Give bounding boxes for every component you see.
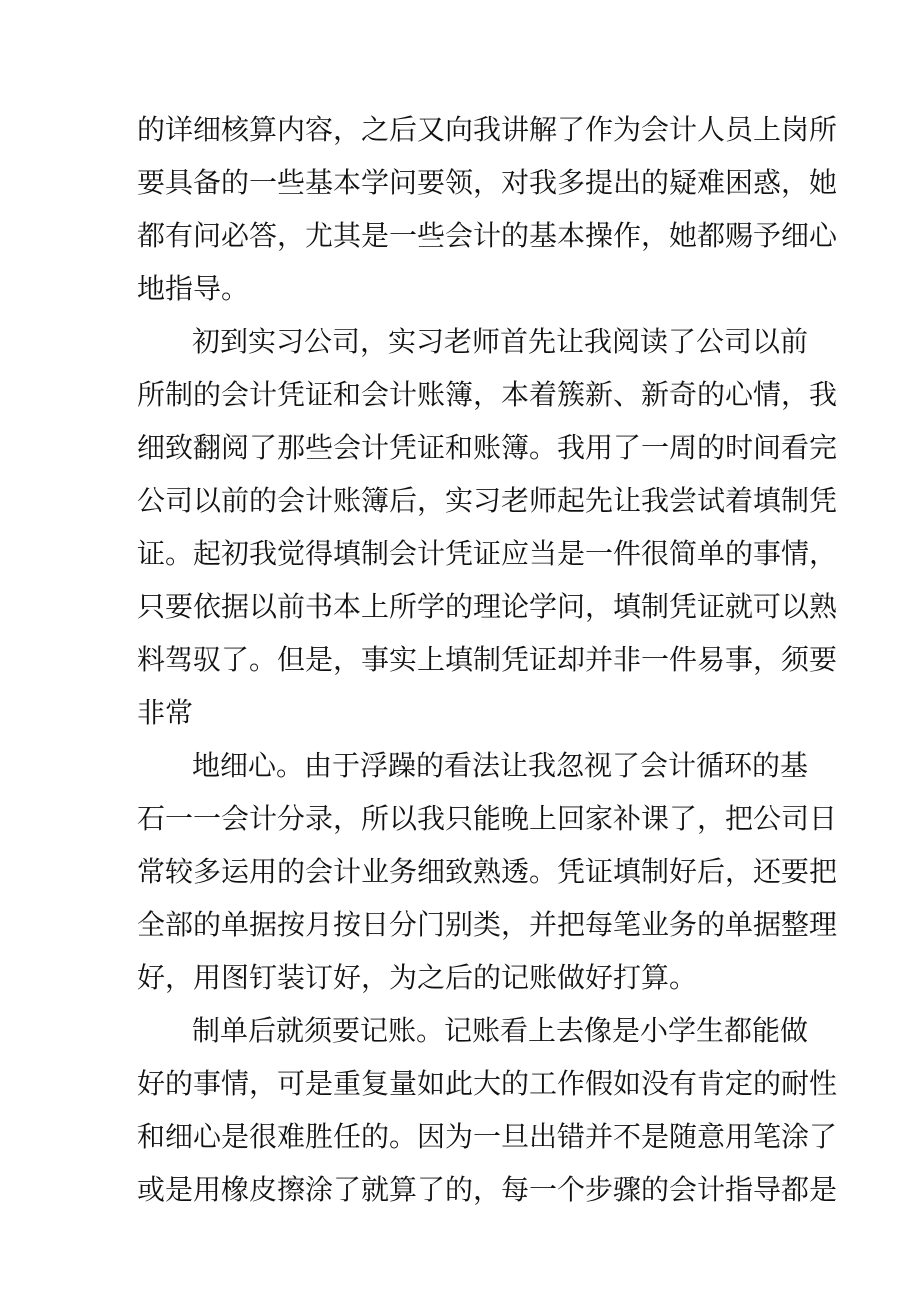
text-line: 都有问必答，尤其是一些会计的基本操作，她都赐予细心: [137, 219, 838, 252]
text-line: 的详细核算内容，之后又向我讲解了作为会计人员上岗所: [137, 113, 838, 146]
text-line: 只要依据以前书本上所学的理论学问，填制凭证就可以熟: [137, 590, 838, 623]
text-line: 地指导。: [137, 272, 250, 305]
text-line: 全部的单据按月按日分门别类，并把每笔业务的单据整理: [137, 908, 838, 941]
paragraph-first-line: 地细心。由于浮躁的看法让我忽视了会计循环的基: [192, 749, 809, 782]
text-line: 要具备的一些基本学问要领，对我多提出的疑难困惑，她: [137, 166, 838, 199]
text-line: 常较多运用的会计业务细致熟透。凭证填制好后，还要把: [137, 855, 838, 888]
text-line: 好，用图钉装订好，为之后的记账做好打算。: [137, 961, 698, 994]
text-line: 非常: [137, 696, 194, 729]
text-line: 细致翻阅了那些会计凭证和账簿。我用了一周的时间看完: [137, 431, 838, 464]
text-line: 或是用橡皮擦涂了就算了的，每一个步骤的会计指导都是: [137, 1173, 838, 1206]
text-line: 公司以前的会计账簿后，实习老师起先让我尝试着填制凭: [137, 484, 838, 517]
text-line: 所制的会计凭证和会计账簿，本着簇新、新奇的心情，我: [137, 378, 838, 411]
text-line: 石一一会计分录，所以我只能晚上回家补课了，把公司日: [137, 802, 838, 835]
text-line: 好的事情，可是重复量如此大的工作假如没有肯定的耐性: [137, 1067, 838, 1100]
text-line: 料驾驭了。但是，事实上填制凭证却并非一件易事，须要: [137, 643, 838, 676]
paragraph-first-line: 初到实习公司，实习老师首先让我阅读了公司以前: [192, 325, 809, 358]
text-line: 和细心是很难胜任的。因为一旦出错并不是随意用笔涂了: [137, 1120, 838, 1153]
paragraph-first-line: 制单后就须要记账。记账看上去像是小学生都能做: [192, 1014, 809, 1047]
text-line: 证。起初我觉得填制会计凭证应当是一件很简单的事情，: [137, 537, 838, 570]
